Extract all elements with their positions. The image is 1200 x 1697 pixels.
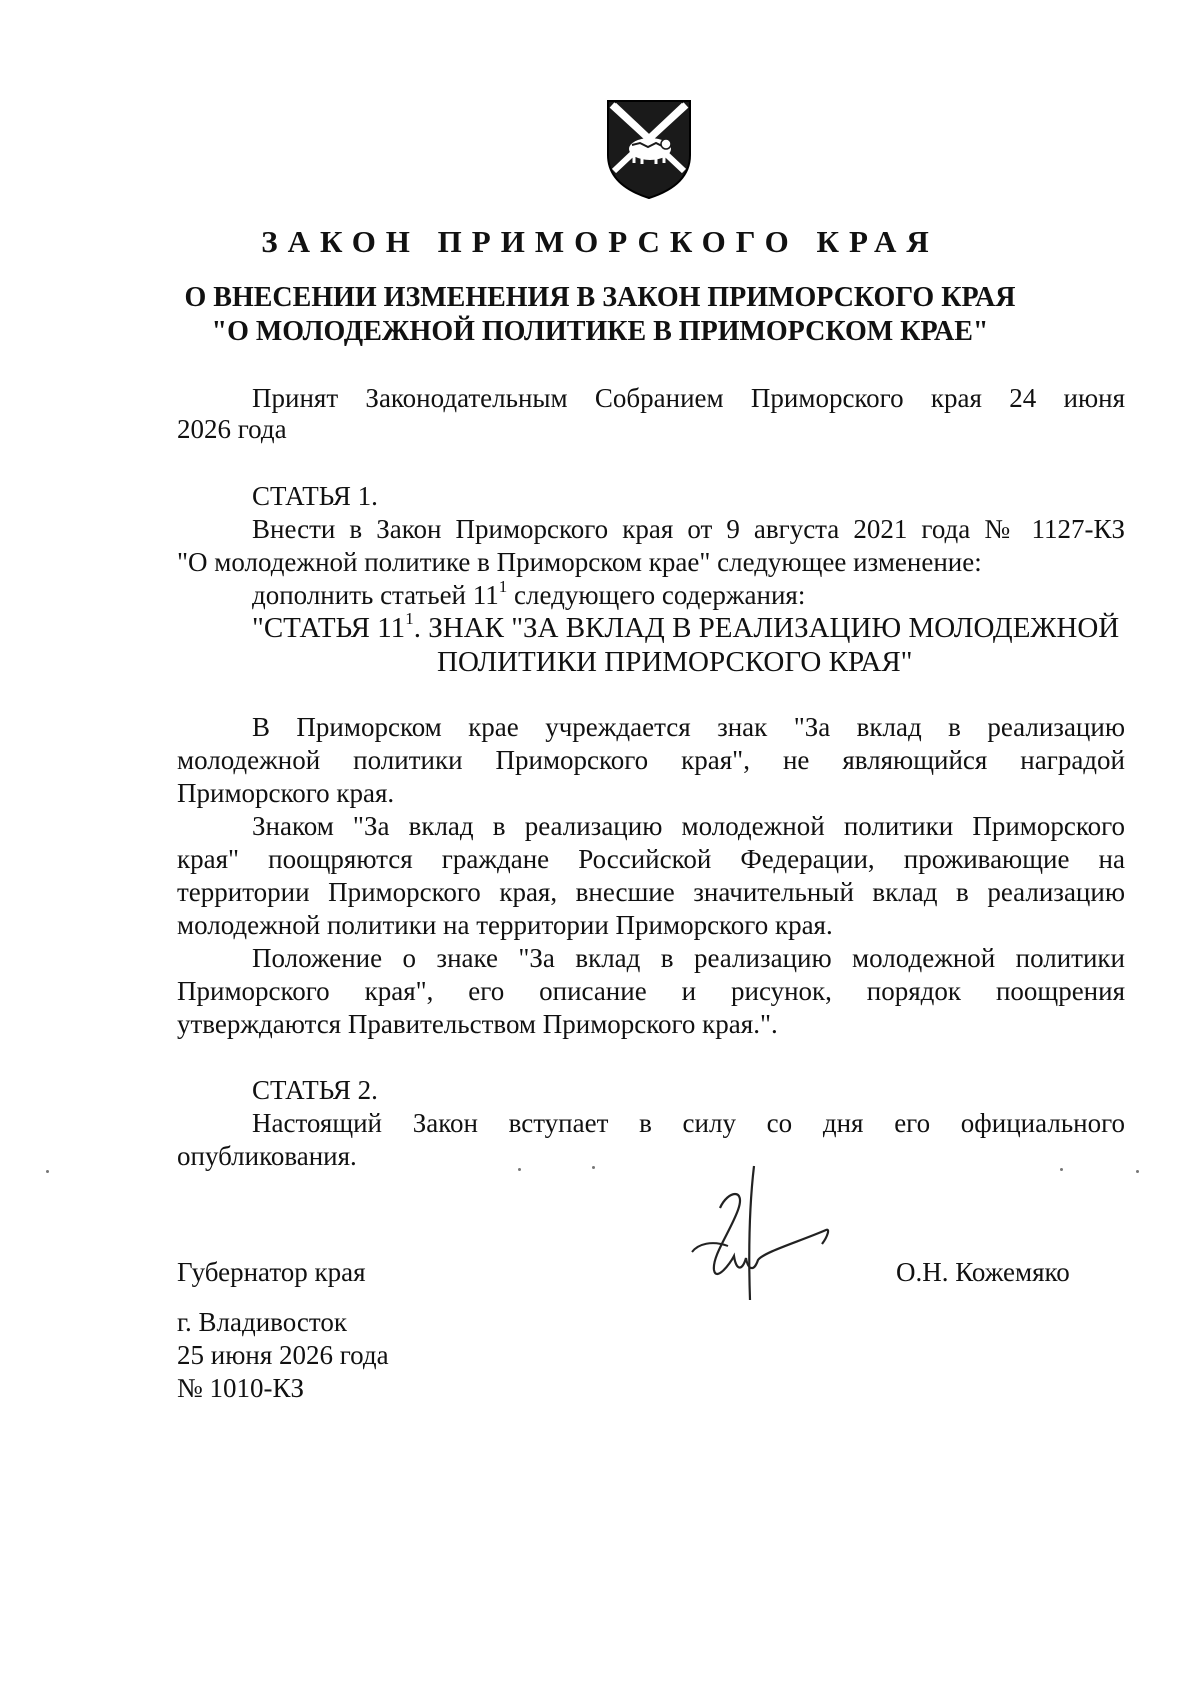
scan-speck bbox=[1136, 1170, 1139, 1173]
article2-line1: Настоящий Закон вступает в силу со дня его официального bbox=[252, 1108, 1125, 1138]
coat-of-arms-icon bbox=[604, 97, 694, 201]
document-title: ЗАКОН ПРИМОРСКОГО КРАЯ bbox=[261, 224, 939, 259]
article1-p1-line2: "О молодежной политике в Приморском крае" следующее изменение: bbox=[177, 547, 982, 577]
article2-heading: СТАТЬЯ 2. bbox=[252, 1075, 378, 1105]
body-line: Положение о знаке "За вклад в реализацию молодежной политики bbox=[252, 943, 1125, 973]
body-line: Приморского края. bbox=[177, 778, 395, 808]
signatory-name: О.Н. Кожемяко bbox=[896, 1257, 1070, 1287]
body-line: В Приморском крае учреждается знак "За вклад в реализацию bbox=[252, 712, 1125, 742]
body-line: края" поощряются граждане Российской Федерации, проживающие на bbox=[177, 844, 1125, 874]
law-number: № 1010-КЗ bbox=[177, 1373, 305, 1403]
date-of-signing: 25 июня 2026 года bbox=[177, 1340, 389, 1370]
article1-heading: СТАТЬЯ 1. bbox=[252, 481, 378, 511]
body-line: территории Приморского края, внесшие значительный вклад в реализацию bbox=[177, 877, 1125, 907]
new-article-heading-line1 bbox=[252, 609, 1120, 644]
body-line: утверждаются Правительством Приморского края.". bbox=[177, 1009, 778, 1039]
new-article-heading-text: "СТАТЬЯ 11 bbox=[252, 612, 406, 644]
scan-speck bbox=[592, 1166, 595, 1169]
place-of-signing: г. Владивосток bbox=[177, 1307, 347, 1337]
scan-speck bbox=[1060, 1168, 1063, 1171]
superscript: 1 bbox=[405, 609, 414, 629]
article1-p2-text-end: следующего содержания: bbox=[507, 580, 806, 610]
article2-line2: опубликования. bbox=[177, 1141, 357, 1171]
new-article-heading-line2: ПОЛИТИКИ ПРИМОРСКОГО КРАЯ" bbox=[437, 646, 913, 678]
article1-p2 bbox=[252, 579, 805, 611]
body-line: молодежной политики на территории Приморского края. bbox=[177, 910, 833, 940]
document-subtitle-line2: "О МОЛОДЕЖНОЙ ПОЛИТИКЕ В ПРИМОРСКОМ КРАЕ" bbox=[211, 316, 989, 347]
adoption-line1: Принят Законодательным Собранием Приморского края 24 июня bbox=[252, 383, 1125, 413]
signatory-position: Губернатор края bbox=[177, 1257, 366, 1287]
body-line: молодежной политики Приморского края", не являющийся наградой bbox=[177, 745, 1125, 775]
scan-speck bbox=[46, 1170, 49, 1173]
article1-p1-line1: Внести в Закон Приморского края от 9 августа 2021 года № 1127-КЗ bbox=[252, 514, 1125, 544]
new-article-heading-text-end: . ЗНАК "ЗА ВКЛАД В РЕАЛИЗАЦИЮ МОЛОДЕЖНОЙ bbox=[413, 612, 1120, 644]
handwritten-signature bbox=[668, 1160, 848, 1310]
article1-p2-text: дополнить статьей 11 bbox=[252, 580, 499, 610]
scan-speck bbox=[518, 1168, 521, 1171]
body-line: Знаком "За вклад в реализацию молодежной политики Приморского bbox=[252, 811, 1125, 841]
document-subtitle-line1: О ВНЕСЕНИИ ИЗМЕНЕНИЯ В ЗАКОН ПРИМОРСКОГО КРАЯ bbox=[184, 282, 1016, 313]
body-line: Приморского края", его описание и рисунок, порядок поощрения bbox=[177, 976, 1125, 1006]
superscript: 1 bbox=[498, 577, 508, 596]
adoption-line2: 2026 года bbox=[177, 414, 287, 444]
